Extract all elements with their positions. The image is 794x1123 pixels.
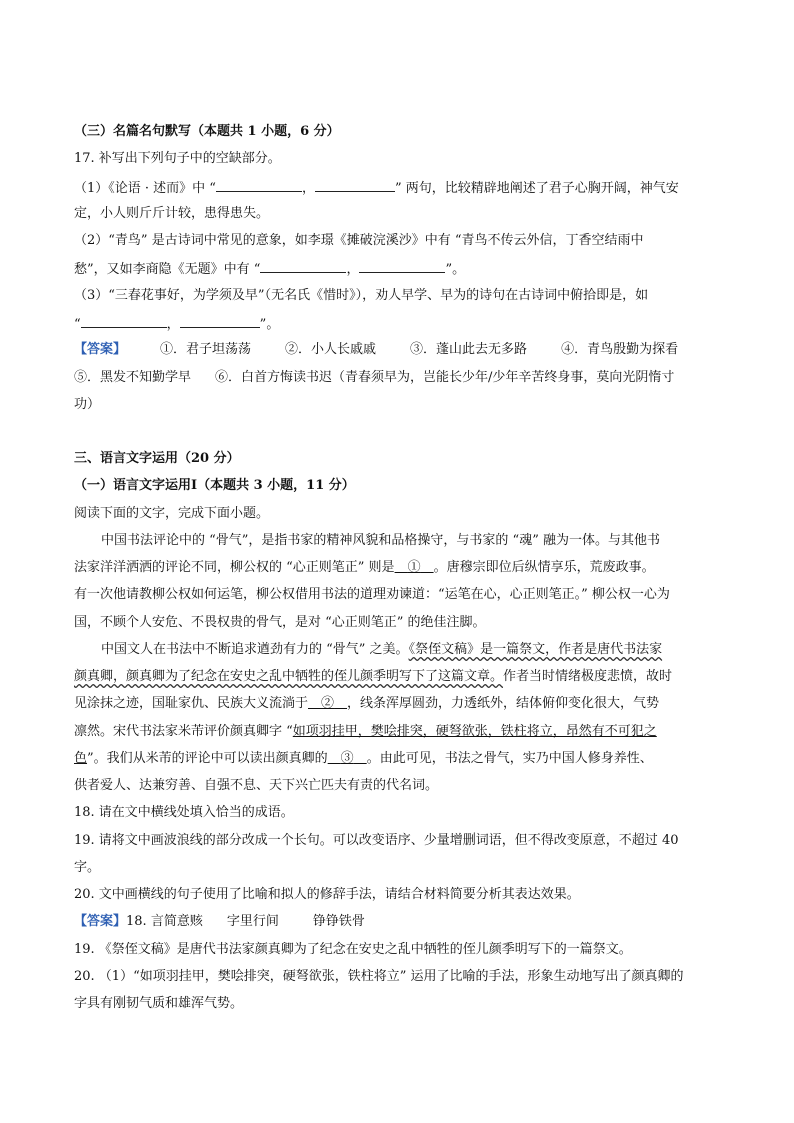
answer-line-18: 【答案】18. 言简意赅 字里行间 铮铮铁骨 [74,914,365,929]
fill-blank [81,313,167,328]
question-17-part-1-cont: 定，小人则斤斤计较，患得患失。 [74,206,270,221]
passage-line: 中国文人在书法中不断追求遒劲有力的 “骨气” 之美。《祭侄文稿》是一篇祭文，作者是唐代书法家 [101,642,663,657]
underlined-sentence: 色 [74,751,88,766]
question-17-part-2-cont: 愁”，又如李商隐《无题》中有 “ ， ”。 [74,258,734,280]
instruction: 阅读下面的文字，完成下面小题。 [74,506,270,521]
passage-line: 颜真卿，颜真卿为了纪念在安史之乱中牺牲的侄儿颜季明写下了这篇文章。作者当时情绪极度悲愤，故时 [74,669,673,684]
passage-line: 中国书法评论中的 “骨气”，是指书家的精神风貌和品格操守，与书家的 “魂” 融为一体。与其他书 [101,533,660,548]
question-17-part-2: （2）“青鸟” 是古诗词中常见的意象，如李璟《摊破浣溪沙》中有 “青鸟不传云外信，丁香空结雨中 [74,233,644,248]
part-heading: 三、语言文字运用（20 分） [74,451,240,466]
answer-tag: 【答案】 [74,342,127,357]
question-19: 19. 请将文中画波浪线的部分改成一个长句。可以改变语序、少量增删词语，但不得改变原意，不超过 40 [74,833,679,848]
question-17-part-1: （1）《论语 · 述而》中 “ ， ” 两句，比较精辟地阐述了君子心胸开阔，神气安 [74,177,734,199]
answer-item: ②．小人长戚戚 [285,342,377,357]
passage-line: 供者爱人、达兼穷善、自强不息、天下兴亡匹夫有责的代名词。 [74,778,439,793]
answer-item: ⑥．白首方悔读书迟（青春须早为，岂能长少年/少年辛苦终身事，莫向光阴惰寸 [215,370,675,385]
blank-3: ③ [340,751,354,766]
answer-line-17-tail: 功） [74,397,101,412]
passage-line: 凛然。宋代书法家米芾评价颜真卿字 “如项羽挂甲，樊哙排突，硬弩欲张，铁柱将立，昂然有不可犯之 [74,724,657,739]
question-17-part-3: （3）“三春花事好，为学须及早”（无名氏《惜时》），劝人早学、早为的诗句在古诗词中俯拾即是，如 [74,288,649,303]
answer-item: ①．君子坦荡荡 [160,342,252,357]
answer-line-20: 20. （1）“如项羽挂甲，樊哙排突，硬弩欲张，铁柱将立” 运用了比喻的手法，形象生动地写出了颜真卿的 [74,969,684,984]
section-heading: （三）名篇名句默写（本题共 1 小题，6 分） [74,124,340,139]
question-20: 20. 文中画横线的句子使用了比喻和拟人的修辞手法，请结合材料简要分析其表达效果。 [74,887,580,902]
fill-blank [359,258,445,273]
passage-line: 色”。我们从米芾的评论中可以读出颜真卿的 ③ 。由此可见，书法之骨气，实乃中国人修身养性、 [74,751,653,766]
passage-line: 有一次他请教柳公权如何运笔，柳公权借用书法的道理劝谏道：“运笔在心，心正则笔正。” 柳公权一心为 [74,587,670,602]
answer-tag: 【答案】 [74,914,127,929]
fill-blank [315,177,395,192]
wavy-underlined-text: 《祭侄文稿》是一篇祭文，作者是唐代书法家 [408,642,663,657]
answer-line-19: 19. 《祭侄文稿》是唐代书法家颜真卿为了纪念在安史之乱中牺牲的侄儿颜季明写下的一篇祭文。 [74,942,632,957]
blank-2: ② [321,696,335,711]
question-17-stem: 17. 补写出下列句子中的空缺部分。 [74,151,281,166]
question-18: 18. 请在文中横线处填入恰当的成语。 [74,805,294,820]
fill-blank [260,258,346,273]
answer-item: ④．青鸟殷勤为探看 [561,342,679,357]
answer-line-17-cont [74,368,734,388]
passage-line: 国，不顾个人安危、不畏权贵的骨气，是对 “心正则笔正” 的绝佳注脚。 [74,615,486,630]
answer-line-20-cont: 字具有刚韧气质和雄浑气势。 [74,996,244,1011]
answer-item: ③．蓬山此去无多路 [410,342,528,357]
subsection-heading: （一）语言文字运用Ⅰ（本题共 3 小题，11 分） [74,478,355,493]
blank-1: ① [407,560,421,575]
fill-blank [216,177,302,192]
fill-blank [180,313,260,328]
question-19-cont: 字。 [74,860,101,875]
answer-item: ⑤．黑发不知勤学早 [74,370,192,385]
answer-line-17 [74,340,734,360]
wavy-underlined-text: 颜真卿，颜真卿为了纪念在安史之乱中牺牲的侄儿颜季明写下了这篇文章。 [74,669,504,684]
question-17-part-3-cont: “ ， ”。 [74,313,734,335]
passage-line: 法家洋洋洒洒的评论不同，柳公权的 “心正则笔正” 则是 ① 。唐穆宗即位后纵情享乐，荒废政事。 [74,560,655,575]
passage-line: 见涂抹之迹，国耻家仇、民族大义流淌于 ② ，线条浑厚圆劲，力透纸外，结体俯仰变化很大，气势 [74,696,660,711]
underlined-sentence: 如项羽挂甲，樊哙排突，硬弩欲张，铁柱将立，昂然有不可犯之 [292,724,657,739]
